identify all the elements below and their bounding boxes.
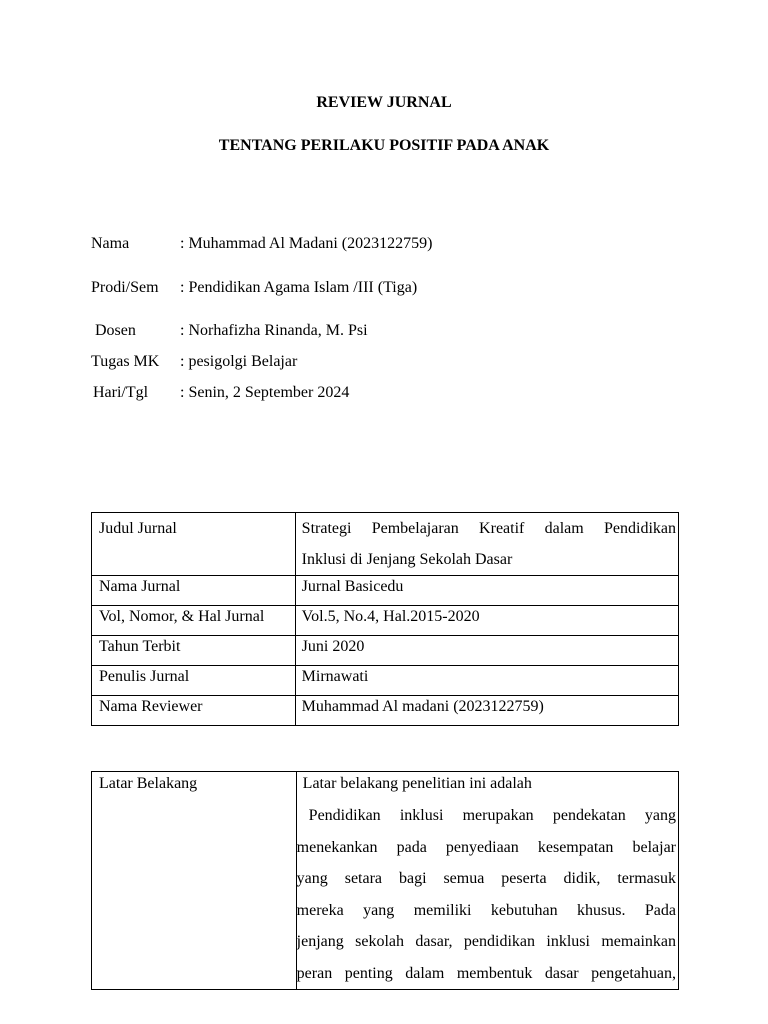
journal-volume-label: Vol, Nomor, & Hal Jurnal	[92, 606, 296, 636]
journal-year-label: Tahun Terbit	[92, 636, 296, 666]
journal-title-line1: Strategi Pembelajaran Kreatif dalam Pendidikan	[301, 520, 676, 537]
identity-label-dosen: Dosen	[95, 322, 136, 339]
background-table	[91, 771, 679, 990]
identity-value-nama: : Muhammad Al Madani (2023122759)	[180, 235, 433, 252]
journal-info-table	[91, 512, 679, 726]
identity-label-hari: Hari/Tgl	[93, 384, 149, 401]
identity-label-nama: Nama	[91, 235, 130, 252]
identity-label-tugas: Tugas MK	[91, 353, 160, 370]
table-row	[92, 606, 679, 636]
journal-name-value: Jurnal Basicedu	[295, 576, 678, 606]
journal-title-label: Judul Jurnal	[92, 513, 296, 576]
journal-title-value	[295, 513, 678, 576]
document-title: REVIEW JURNAL	[316, 94, 452, 111]
background-line: jenjang sekolah dasar, pendidikan inklusi memainkan	[296, 933, 676, 950]
table-row	[92, 576, 679, 606]
reviewer-label: Nama Reviewer	[92, 696, 296, 726]
table-row	[92, 696, 679, 726]
journal-author-value: Mirnawati	[295, 666, 678, 696]
reviewer-value: Muhammad Al madani (2023122759)	[295, 696, 678, 726]
journal-year-value: Juni 2020	[295, 636, 678, 666]
background-line: yang setara bagi semua peserta didik, termasuk	[296, 870, 676, 887]
background-label: Latar Belakang	[92, 772, 297, 990]
identity-value-tugas: : pesigolgi Belajar	[180, 353, 298, 370]
identity-value-dosen: : Norhafizha Rinanda, M. Psi	[180, 322, 368, 339]
journal-title-line2: Inklusi di Jenjang Sekolah Dasar	[301, 551, 513, 568]
background-line: peran penting dalam membentuk dasar pengetahuan,	[296, 964, 676, 982]
identity-value-prodi: : Pendidikan Agama Islam /III (Tiga)	[180, 279, 418, 296]
background-intro: Latar belakang penelitian ini adalah	[302, 775, 532, 792]
document-subtitle: TENTANG PERILAKU POSITIF PADA ANAK	[218, 137, 550, 154]
journal-volume-value: Vol.5, No.4, Hal.2015-2020	[295, 606, 678, 636]
identity-label-prodi: Prodi/Sem	[91, 279, 159, 296]
background-line: menekankan pada penyediaan kesempatan belajar	[296, 838, 676, 856]
table-row	[92, 513, 679, 576]
table-row	[92, 636, 679, 666]
background-line: Pendidikan inklusi merupakan pendekatan yang	[308, 807, 676, 824]
table-row	[92, 666, 679, 696]
table-row	[92, 772, 679, 990]
identity-value-hari: : Senin, 2 September 2024	[180, 384, 350, 401]
journal-name-label: Nama Jurnal	[92, 576, 296, 606]
background-content	[296, 772, 678, 990]
background-line: mereka yang memiliki kebutuhan khusus. Pada	[296, 901, 676, 919]
journal-author-label: Penulis Jurnal	[92, 666, 296, 696]
